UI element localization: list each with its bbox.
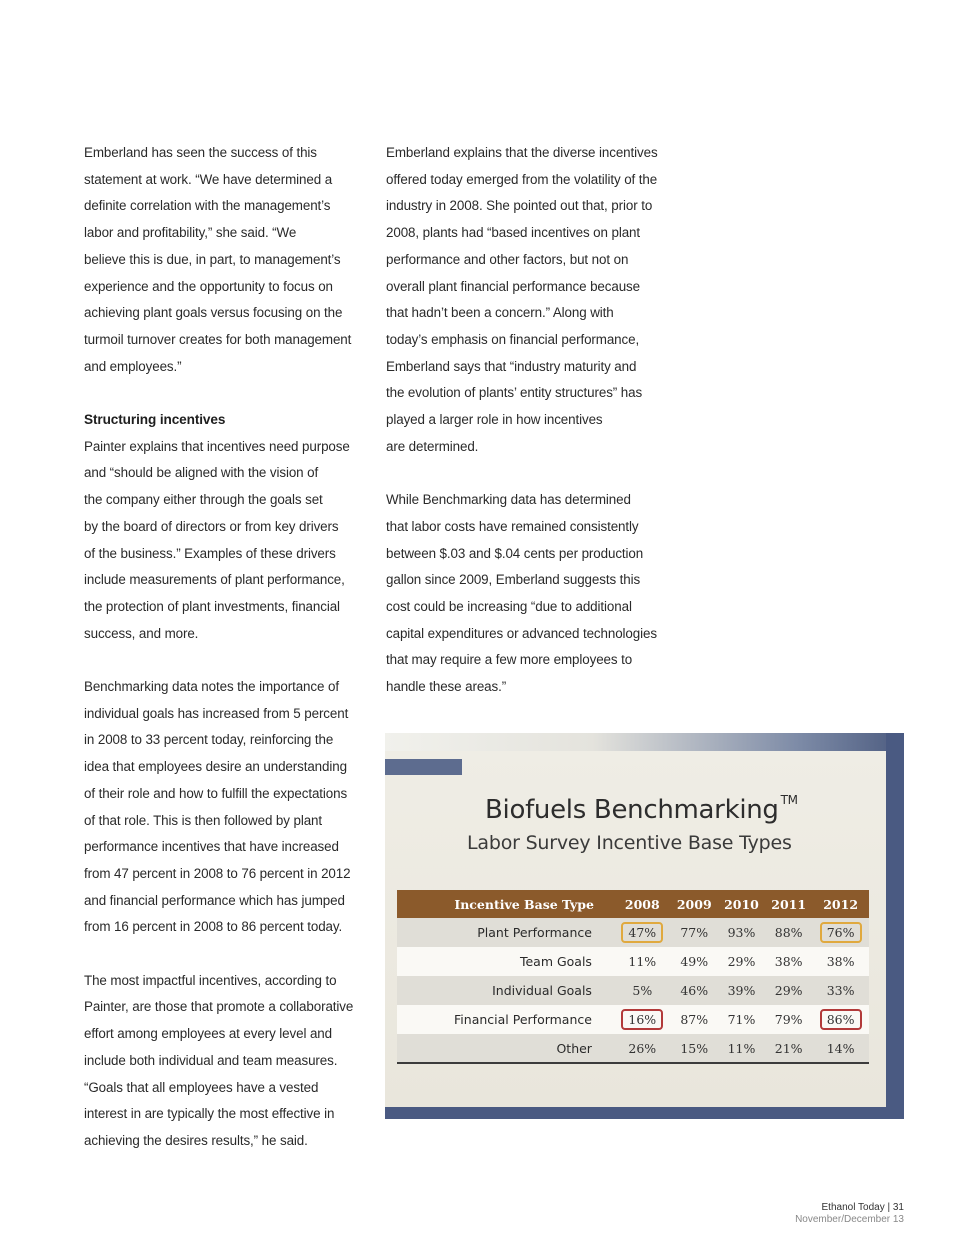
column-header: 2011 bbox=[765, 890, 812, 918]
paragraph-emberland-success: Emberland has seen the success of this statement at work. “We have determined a definite correlation with the management’s labor and profitability,” she said. “We believe this is due, in part, to management’s experience and the opportunity to focus on achieving plant goals versus focusing on the turmoil turnover creates for both management and employees.” bbox=[84, 145, 352, 374]
table-cell bbox=[812, 1005, 869, 1034]
publication-name: Ethanol Today bbox=[821, 1202, 885, 1213]
table-cell: 21% bbox=[765, 1034, 812, 1063]
column-header: 2009 bbox=[671, 890, 718, 918]
table-cell: 49% bbox=[671, 947, 718, 976]
table-cell: 38% bbox=[765, 947, 812, 976]
table-cell: 29% bbox=[718, 947, 765, 976]
table-cell: 11% bbox=[718, 1034, 765, 1063]
table-cell: 79% bbox=[765, 1005, 812, 1034]
table-row bbox=[397, 947, 869, 976]
paragraph-labor-costs: While Benchmarking data has determined that labor costs have remained consistently between $.03 and $.04 cents per production gallon since 2009, Emberland suggests this cost could be increasing “due to additional capital expenditures or advanced technologies that may require a few more employees to handle these areas.” bbox=[386, 492, 657, 695]
column-header: Incentive Base Type bbox=[397, 890, 614, 918]
table-cell: 38% bbox=[812, 947, 869, 976]
table-cell: 39% bbox=[718, 976, 765, 1005]
table-cell: 14% bbox=[812, 1034, 869, 1063]
footer-publication-line bbox=[795, 1202, 904, 1214]
paragraph-diverse-incentives: Emberland explains that the diverse incentives offered today emerged from the volatility of the industry in 2008. She pointed out that, prior to 2008, plants had “based incentives on plant performance and other factors, but not on overall plant financial performance because that hadn’t been a concern.” Along with today’s emphasis on financial performance, Emberland says that “industry maturity and the evolution of plants’ entity structures” has played a larger role in how incentives are determined. bbox=[386, 145, 658, 454]
column-header: 2010 bbox=[718, 890, 765, 918]
row-label: Individual Goals bbox=[397, 976, 614, 1005]
table-cell: 11% bbox=[614, 947, 671, 976]
table-row bbox=[397, 918, 869, 947]
paragraph-impactful-incentives: The most impactful incentives, according to Painter, are those that promote a collaborative effort among employees at every level and include both individual and team measures. “Goals that all employees have a vested interest in are typically the most effective in achieving the desires results,” he said. bbox=[84, 972, 354, 1148]
row-label: Team Goals bbox=[397, 947, 614, 976]
table-cell: 77% bbox=[671, 918, 718, 947]
issue-date: November/December 13 bbox=[795, 1213, 904, 1225]
table-cell: 15% bbox=[671, 1034, 718, 1063]
table-row bbox=[397, 976, 869, 1005]
figure-border-bottom bbox=[385, 1107, 904, 1119]
paragraph-benchmarking-goals: Benchmarking data notes the importance of individual goals has increased from 5 percent in 2008 to 33 percent today, reinforcing the idea that employees desire an understanding of their role and how to fulfill the expectations of that role. This is then followed by plant performance incentives that have increased from 47 percent in 2008 to 76 percent in 2012 and financial performance which has jumped from 16 percent in 2008 to 86 percent today. bbox=[84, 679, 351, 935]
table-row bbox=[397, 1005, 869, 1034]
highlighted-value: 86% bbox=[820, 1009, 862, 1030]
paragraph-painter-incentives: Painter explains that incentives need purpose and “should be aligned with the vision of the company either through the goals set by the board of directors or from key drivers of the business.” Examples of these drivers include measurements of plant performance, the protection of plant investments, financial success, and more. bbox=[84, 438, 350, 641]
footer-separator: | bbox=[887, 1202, 891, 1213]
table-row bbox=[397, 1034, 869, 1063]
table-cell: 5% bbox=[614, 976, 671, 1005]
column-header: 2012 bbox=[812, 890, 869, 918]
section-heading: Structuring incentives bbox=[84, 412, 226, 428]
table-cell bbox=[812, 918, 869, 947]
row-label: Financial Performance bbox=[397, 1005, 614, 1034]
table-cell bbox=[614, 1005, 671, 1034]
highlighted-value: 47% bbox=[621, 922, 663, 943]
table-cell: 71% bbox=[718, 1005, 765, 1034]
figure-accent-bar bbox=[385, 759, 462, 775]
table-cell: 33% bbox=[812, 976, 869, 1005]
left-column bbox=[84, 140, 356, 1155]
figure-border-right bbox=[886, 733, 904, 1119]
column-header: 2008 bbox=[614, 890, 671, 918]
table-cell: 93% bbox=[718, 918, 765, 947]
highlighted-value: 16% bbox=[621, 1009, 663, 1030]
row-label: Plant Performance bbox=[397, 918, 614, 947]
table-cell: 87% bbox=[671, 1005, 718, 1034]
table-cell: 29% bbox=[765, 976, 812, 1005]
benchmarking-figure bbox=[385, 733, 904, 1119]
table-cell: 26% bbox=[614, 1034, 671, 1063]
table-cell: 46% bbox=[671, 976, 718, 1005]
incentive-table bbox=[397, 890, 869, 1064]
figure-panel bbox=[385, 751, 886, 1107]
highlighted-value: 76% bbox=[820, 922, 862, 943]
table-cell bbox=[614, 918, 671, 947]
page-footer bbox=[795, 1202, 904, 1225]
row-label: Other bbox=[397, 1034, 614, 1063]
table-header-row bbox=[397, 890, 869, 918]
figure-title: Biofuels Benchmarking ™ bbox=[485, 793, 798, 825]
page-number: 31 bbox=[892, 1202, 904, 1213]
trademark-mark: TM bbox=[780, 793, 798, 807]
figure-subtitle: Labor Survey Incentive Base Types bbox=[467, 832, 792, 854]
table-cell: 88% bbox=[765, 918, 812, 947]
right-column bbox=[386, 140, 658, 701]
